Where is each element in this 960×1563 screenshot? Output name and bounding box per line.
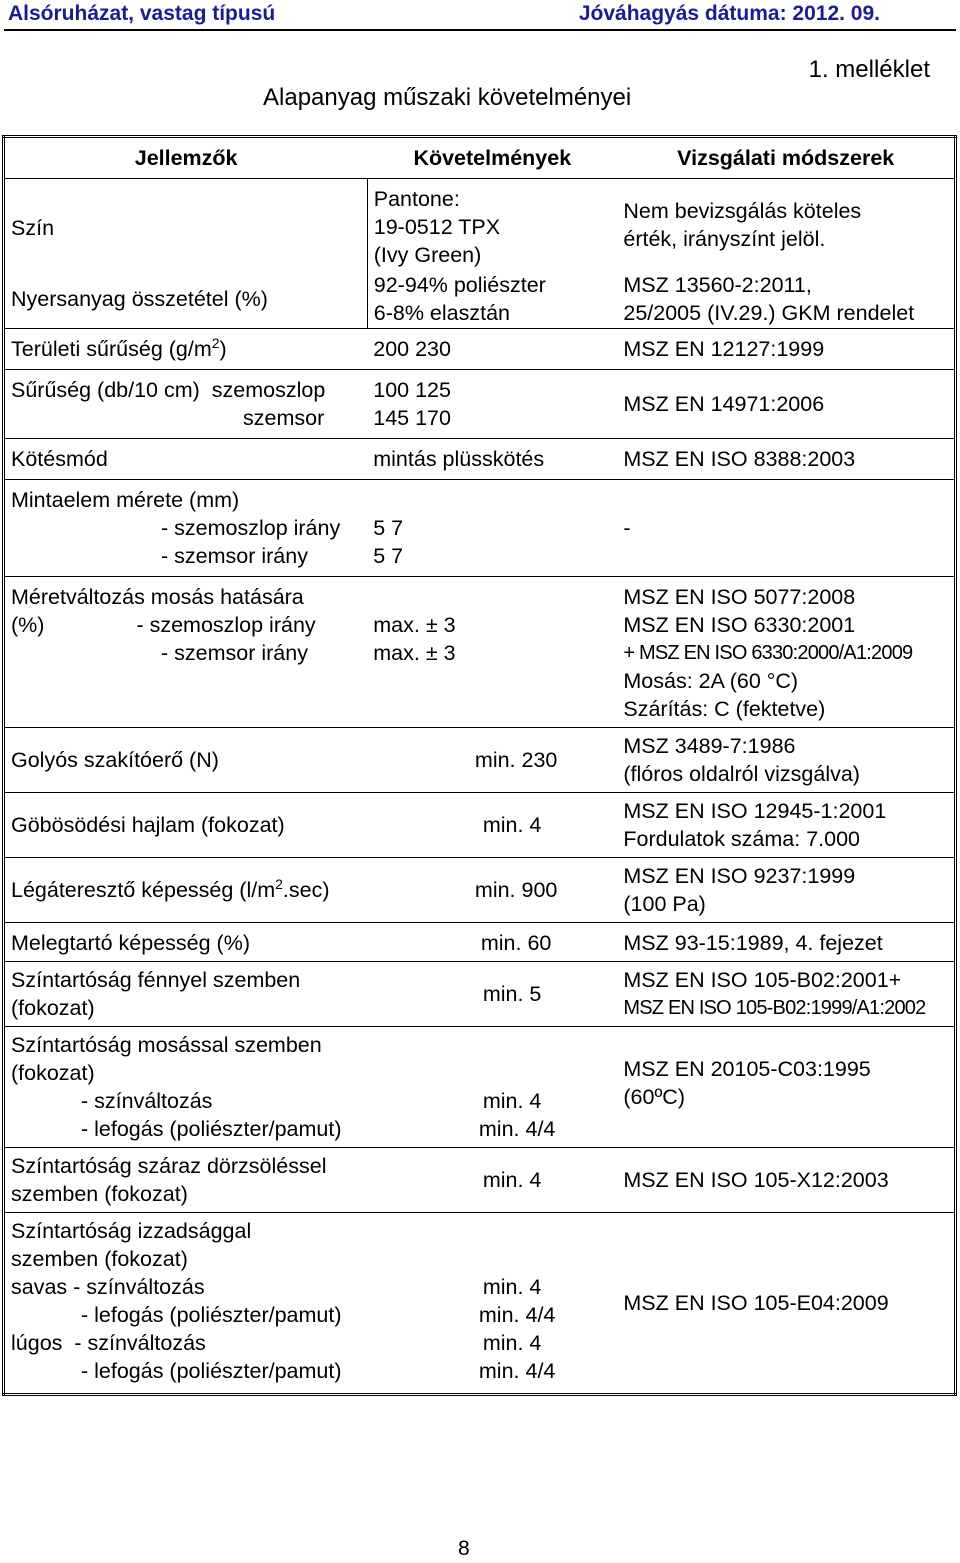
row-method: MSZ EN 14971:2006	[617, 370, 955, 439]
table-row-density	[4, 370, 956, 439]
requirement-line: 100 125	[373, 378, 451, 402]
row-label	[4, 1148, 368, 1213]
row-method	[617, 728, 955, 793]
table-header-row	[4, 137, 956, 179]
table-row-air-permeability	[4, 858, 956, 923]
header-doc-type: Alsóruházat, vastag típusú	[8, 2, 276, 25]
label-line: Színtartóság izzadsággal	[11, 1219, 252, 1243]
label-line	[11, 611, 361, 639]
sublabel-color-change: - színváltozás	[73, 1275, 205, 1299]
row-method	[617, 962, 955, 1027]
method-line: MSZ EN 20105-C03:1995	[623, 1057, 871, 1081]
requirement-line: max. ± 3	[373, 613, 456, 637]
row-method: MSZ 93-15:1989, 4. fejezet	[617, 923, 955, 962]
sublabel-staining: - lefogás (poliészter/pamut)	[81, 1359, 342, 1383]
page-number: 8	[458, 1537, 470, 1560]
label-line: Színtartóság száraz dörzsöléssel	[11, 1154, 327, 1178]
col-header-requirements: Követelmények	[367, 137, 617, 179]
label-line: szemben (fokozat)	[11, 1247, 188, 1271]
row-label: Szín	[11, 216, 55, 240]
method-line: Mosás: 2A (60 °C)	[623, 669, 799, 693]
requirement-line: 92-94% poliészter	[373, 273, 546, 297]
table-row-sample-size	[4, 480, 956, 577]
row-label	[4, 858, 368, 923]
page-title: Alapanyag műszaki követelményei	[263, 84, 632, 111]
label-line	[11, 1329, 361, 1357]
row-label	[4, 329, 368, 370]
annex-label: 1. melléklet	[808, 56, 930, 83]
label-line: Színtartóság fénnyel szemben	[11, 968, 301, 992]
col-header-properties: Jellemzők	[4, 137, 368, 179]
sublabel-warp: - szemoszlop irány	[161, 516, 341, 540]
requirement-line: max. ± 3	[373, 641, 456, 665]
method-line: (flóros oldalról vizsgálva)	[623, 762, 860, 786]
row-label: Göbösödési hajlam (fokozat)	[4, 793, 368, 858]
requirements-table	[2, 135, 957, 1396]
row-requirement	[367, 1027, 617, 1148]
row-label: Kötésmód	[4, 439, 368, 480]
method-line: 25/2005 (IV.29.) GKM rendelet	[623, 301, 915, 325]
label-superscript: 2	[211, 334, 220, 351]
sublabel-alkaline: lúgos	[11, 1331, 63, 1355]
row-method: MSZ EN ISO 105-E04:2009	[617, 1213, 955, 1395]
method-line: (60ºC)	[623, 1085, 685, 1109]
table-row-dimensional-change	[4, 577, 956, 728]
table-row-color	[4, 179, 956, 271]
label-superscript: 2	[275, 875, 283, 892]
requirement-line: 145 170	[373, 406, 451, 430]
label-line: (fokozat)	[11, 1061, 95, 1085]
col-header-methods: Vizsgálati módszerek	[617, 137, 955, 179]
requirement-line: min. 4/4	[478, 1359, 556, 1383]
row-requirement: 200 230	[367, 329, 617, 370]
table-row-areal-density	[4, 329, 956, 370]
method-line: (100 Pa)	[623, 892, 706, 916]
table-row-pilling	[4, 793, 956, 858]
requirement-line: 5 7	[373, 516, 404, 540]
requirement-line: min. 4	[482, 1275, 542, 1299]
method-line: + MSZ EN ISO 6330:2000/A1:2009	[623, 642, 913, 664]
row-label: Golyós szakítóerő (N)	[4, 728, 368, 793]
method-line: Szárítás: C (fektetve)	[623, 697, 826, 721]
requirement-line: min. 4	[482, 1089, 542, 1113]
row-requirement	[367, 577, 617, 728]
sublabel-staining: - lefogás (poliészter/pamut)	[81, 1117, 342, 1141]
row-requirement: min. 900	[367, 858, 617, 923]
row-label: Melegtartó képesség (%)	[4, 923, 368, 962]
row-label	[4, 1027, 368, 1148]
requirement-line: Pantone:	[373, 187, 460, 211]
sublabel-weft: - szemsor irány	[161, 641, 308, 665]
table-row-sweat-fastness	[4, 1213, 956, 1395]
table-row-composition	[4, 270, 956, 329]
label-text-end: )	[219, 337, 227, 361]
requirement-line: 6-8% elasztán	[373, 301, 510, 325]
row-label: Nyersanyag összetétel (%)	[11, 287, 268, 311]
row-method: MSZ EN 12127:1999	[617, 329, 955, 370]
sublabel-color-change: - színváltozás	[81, 1089, 213, 1113]
requirement-line: (Ivy Green)	[373, 243, 482, 267]
row-requirement: min. 60	[367, 923, 617, 962]
label-text-end: .sec)	[282, 878, 330, 902]
method-line: MSZ 13560-2:2011,	[623, 273, 812, 297]
table-row-binding	[4, 439, 956, 480]
row-method: -	[617, 480, 955, 577]
header-rule	[4, 29, 956, 31]
row-label	[4, 577, 368, 728]
row-method	[617, 1027, 955, 1148]
requirement-line: min. 4/4	[478, 1117, 556, 1141]
sublabel-warp: szemoszlop	[211, 378, 326, 402]
row-requirement	[367, 270, 617, 329]
label-line	[11, 376, 361, 404]
label-line: szemben (fokozat)	[11, 1182, 188, 1206]
row-requirement	[367, 179, 617, 271]
method-line: MSZ EN ISO 105-B02:2001+	[623, 968, 902, 992]
method-line: Nem bevizsgálás köteles	[623, 199, 862, 223]
table-row-thermal	[4, 923, 956, 962]
table-row-burst-strength	[4, 728, 956, 793]
label-text: Légáteresztő képesség (l/m	[11, 878, 276, 902]
row-label	[4, 962, 368, 1027]
row-requirement: min. 4	[367, 1148, 617, 1213]
row-requirement: min. 4	[367, 793, 617, 858]
row-method	[617, 179, 955, 271]
row-label	[4, 1213, 368, 1395]
row-method	[617, 793, 955, 858]
row-method	[617, 858, 955, 923]
method-line: MSZ EN ISO 6330:2001	[623, 613, 856, 637]
method-line: MSZ EN ISO 12945-1:2001	[623, 799, 887, 823]
label-line: (fokozat)	[11, 996, 95, 1020]
method-line: MSZ EN ISO 105-B02:1999/A1:2002	[623, 997, 926, 1019]
row-method: MSZ EN ISO 8388:2003	[617, 439, 955, 480]
label-text: Területi sűrűség (g/m	[11, 337, 212, 361]
method-line: Fordulatok száma: 7.000	[623, 827, 861, 851]
method-line: érték, irányszínt jelöl.	[623, 227, 826, 251]
sublabel-weft: szemsor	[243, 406, 325, 430]
table-row-wash-fastness	[4, 1027, 956, 1148]
row-method	[617, 270, 955, 329]
row-requirement: mintás plüsskötés	[367, 439, 617, 480]
requirement-line: min. 4/4	[478, 1303, 556, 1327]
requirement-line: min. 4	[482, 1331, 542, 1355]
row-method	[617, 577, 955, 728]
row-method: MSZ EN ISO 105-X12:2003	[617, 1148, 955, 1213]
row-requirement: min. 5	[367, 962, 617, 1027]
label-line	[11, 1273, 361, 1301]
label-text: Sűrűség (db/10 cm)	[11, 378, 200, 402]
sublabel-weft: - szemsor irány	[161, 544, 308, 568]
header-approval-date: Jóváhagyás dátuma: 2012. 09.	[578, 2, 880, 25]
table-row-light-fastness	[4, 962, 956, 1027]
row-requirement	[367, 370, 617, 439]
label-line: Méretváltozás mosás hatására	[11, 585, 304, 609]
row-requirement	[367, 1213, 617, 1395]
method-line: MSZ EN ISO 5077:2008	[623, 585, 856, 609]
sublabel-color-change: - színváltozás	[74, 1331, 206, 1355]
row-label	[4, 370, 368, 439]
label-line: Színtartóság mosással szemben	[11, 1033, 322, 1057]
unit-text: (%)	[11, 613, 45, 637]
row-requirement	[367, 480, 617, 577]
row-requirement: min. 230	[367, 728, 617, 793]
method-line: MSZ EN ISO 9237:1999	[623, 864, 856, 888]
sublabel-staining: - lefogás (poliészter/pamut)	[81, 1303, 342, 1327]
sublabel-warp: - szemoszlop irány	[136, 613, 316, 637]
method-line: MSZ 3489-7:1986	[623, 734, 796, 758]
requirement-line: 5 7	[373, 544, 404, 568]
label-line: Mintaelem mérete (mm)	[11, 488, 240, 512]
requirement-line: 19-0512 TPX	[373, 215, 501, 239]
row-label	[4, 480, 368, 577]
table-row-rub-fastness	[4, 1148, 956, 1213]
sublabel-acidic: savas	[11, 1275, 68, 1299]
